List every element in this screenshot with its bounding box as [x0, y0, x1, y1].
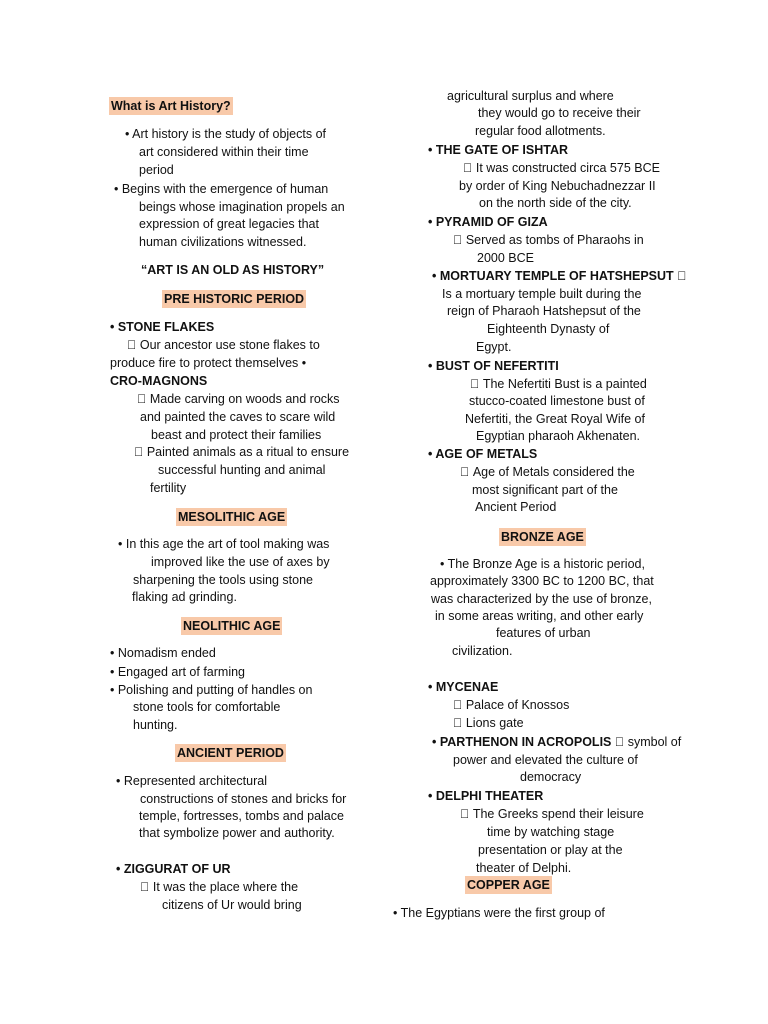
subheading-mycenae: • MYCENAE	[428, 680, 499, 694]
text-line: reign of Pharaoh Hatshepsut of the	[447, 304, 641, 318]
text-line: sharpening the tools using stone	[133, 573, 313, 587]
list-item: • Engaged art of farming	[110, 665, 246, 679]
parthenon-line	[432, 734, 681, 750]
text-line: • The Egyptians were the first group of	[393, 906, 605, 920]
text-line: stone tools for comfortable	[133, 700, 281, 714]
subheading-age-of-metals: • AGE OF METALS	[428, 447, 538, 461]
text-line: flaking ad grinding.	[132, 590, 237, 604]
quote: “ART IS AN OLD AS HISTORY”	[141, 263, 325, 277]
text-line: and painted the caves to scare wild	[140, 410, 336, 424]
text-line: they would go to receive their	[478, 106, 641, 120]
section-heading-ancient: ANCIENT PERIOD	[177, 746, 284, 760]
text-line: Made carving on woods and rocks	[137, 392, 327, 406]
text-line: agricultural surplus and where	[447, 89, 614, 103]
subheading-stone-flakes: • STONE FLAKES	[110, 320, 215, 334]
section-heading-art-history: What is Art History?	[111, 99, 231, 113]
text-line: The Greeks spend their leisure	[460, 807, 631, 821]
text-line: improved like the use of axes by	[151, 555, 330, 569]
text-line: power and elevated the culture of	[453, 753, 638, 767]
text-line: The Nefertiti Bust is a painted	[470, 377, 634, 391]
text-line: regular food allotments.	[475, 124, 606, 138]
text-line: 2000 BCE	[477, 251, 534, 265]
text-line: presentation or play at the	[478, 843, 623, 857]
text-line: beings whose imagination propels an	[139, 200, 345, 214]
text-line: stucco-coated limestone bust of	[469, 394, 645, 408]
text-line: hunting.	[133, 718, 178, 732]
section-heading-mesolithic: MESOLITHIC AGE	[178, 510, 286, 524]
text-line: • Begins with the emergence of human	[114, 182, 329, 196]
text-line: Is a mortuary temple built during the	[442, 287, 642, 301]
text-line: approximately 3300 BC to 1200 BC, that	[430, 574, 654, 588]
text-line: most significant part of the	[472, 483, 618, 497]
list-item: • Nomadism ended	[110, 646, 216, 660]
subheading-parthenon: • PARTHENON IN ACROPOLIS	[432, 735, 612, 749]
text-line: Nefertiti, the Great Royal Wife of	[465, 412, 645, 426]
list-item: Palace of Knossos	[453, 698, 557, 712]
text-line: Painted animals as a ritual to ensure	[134, 445, 337, 459]
text-line: art considered within their time	[139, 145, 309, 159]
text-line: Served as tombs of Pharaohs in	[453, 233, 631, 247]
text-line: citizens of Ur would bring	[162, 898, 302, 912]
text-line: democracy	[520, 770, 582, 784]
text-line: features of urban	[496, 626, 591, 640]
text-line: symbol of	[611, 735, 669, 749]
list-item: Lions gate	[453, 716, 511, 730]
text-line: Ancient Period	[475, 500, 557, 514]
subheading-cro-magnons: CRO-MAGNONS	[110, 374, 208, 388]
text-line: Eighteenth Dynasty of	[487, 322, 610, 336]
text-line: fertility	[150, 481, 187, 495]
text-line: Our ancestor use stone flakes to	[127, 338, 307, 352]
text-line: • In this age the art of tool making was	[118, 537, 330, 551]
section-heading-copper-age: COPPER AGE	[467, 878, 550, 892]
subheading-gate-of-ishtar: • THE GATE OF ISHTAR	[428, 143, 569, 157]
text-line: • Art history is the study of objects of	[125, 127, 326, 141]
text-line: Egyptian pharaoh Akhenaten.	[476, 429, 641, 443]
subheading-ziggurat: • ZIGGURAT OF UR	[116, 862, 231, 876]
text-line: beast and protect their families	[151, 428, 322, 442]
text-line: was characterized by the use of bronze,	[431, 592, 652, 606]
text-line: temple, fortresses, tombs and palace	[139, 809, 344, 823]
text-line: period	[139, 163, 174, 177]
text-line: • The Bronze Age is a historic period,	[440, 557, 645, 571]
subheading-bust-of-nefertiti: • BUST OF NEFERTITI	[428, 359, 559, 373]
text-line: It was constructed circa 575 BCE	[463, 161, 648, 175]
text-line: on the north side of the city.	[479, 196, 632, 210]
text-line: successful hunting and animal	[158, 463, 326, 477]
text-line: It was the place where the	[140, 880, 286, 894]
text-line: by order of King Nebuchadnezzar II	[459, 179, 656, 193]
text-line: civilization.	[452, 644, 513, 658]
text-line: time by watching stage	[487, 825, 615, 839]
list-item: • Polishing and putting of handles on	[110, 683, 313, 697]
section-heading-prehistoric: PRE HISTORIC PERIOD	[164, 292, 305, 306]
subheading-hatshepsut: • MORTUARY TEMPLE OF HATSHEPSUT	[432, 269, 674, 283]
subheading-pyramid-of-giza: • PYRAMID OF GIZA	[428, 215, 548, 229]
section-heading-neolithic: NEOLITHIC AGE	[183, 619, 281, 633]
text-line: Age of Metals considered the	[460, 465, 622, 479]
section-heading-bronze-age: BRONZE AGE	[501, 530, 584, 544]
text-line: produce fire to protect themselves •	[110, 356, 307, 370]
text-line: expression of great legacies that	[139, 217, 319, 231]
text-line: theater of Delphi.	[476, 861, 572, 875]
text-line: in some areas writing, and other early	[435, 609, 644, 623]
text-line: that symbolize power and authority.	[139, 826, 335, 840]
text-line: • Represented architectural	[116, 774, 267, 788]
text-line: human civilizations witnessed.	[139, 235, 307, 249]
subheading-delphi-theater: • DELPHI THEATER	[428, 789, 544, 803]
text-line: constructions of stones and bricks for	[140, 792, 347, 806]
text-line: Egypt.	[476, 340, 512, 354]
